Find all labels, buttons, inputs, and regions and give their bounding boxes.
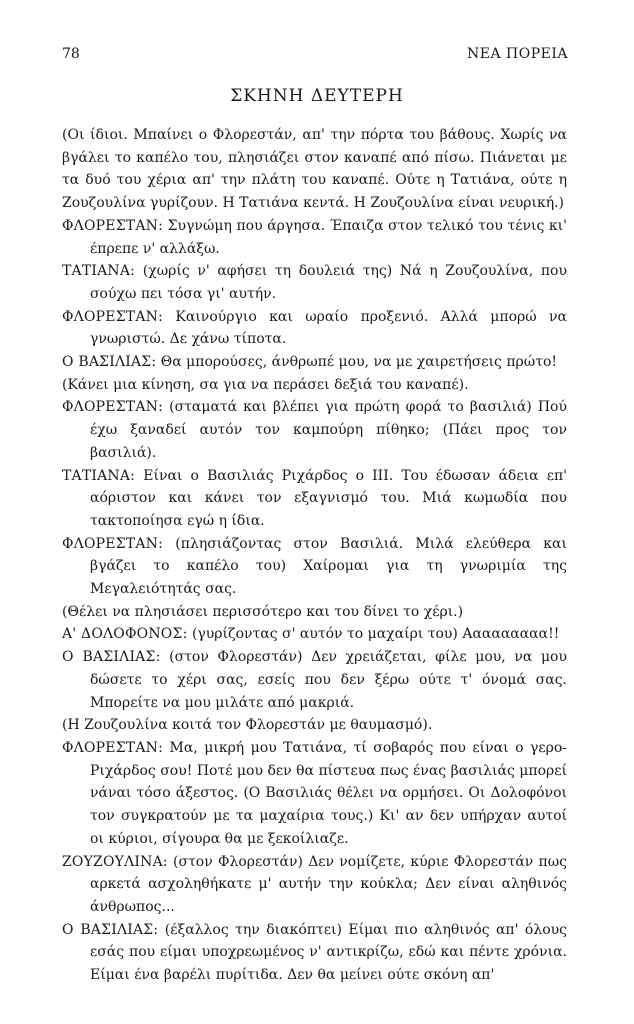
dialogue-text: Μα, μικρή μου Τατιάνα, τί σοβαρός που είναι ο γερο-Ριχάρδος σου! Ποτέ μου δεν θα πίστευα πως ένας βασιλιάς μπορεί νάναι τόσο άξεστος. (Ο Βασιλιάς θέλει να ορμήσει. Οι Δολοφόνοι τον συγκρατούν με τα μαχαίρια τους.) Κι' αν δεν υπήρχαν αυτοί οι κύριοι, σίγουρα θα με ξεκοίλιαζε. bbox=[90, 739, 567, 847]
dialogue-text: (στον Φλορεστάν) Δεν νομίζετε, κύριε Φλορεστάν πως αρκετά ασχοληθήκατε μ' αυτήν την κούκλα; Δεν είναι αληθινός άνθρωπος... bbox=[90, 853, 568, 915]
dialogue-line bbox=[62, 646, 567, 714]
direction-text: (Κάνει μια κίνηση, σα για να περάσει δεξιά του καναπέ). bbox=[62, 376, 469, 393]
dialogue-text: (στον Φλορεστάν) Δεν χρειάζεται, φίλε μου, να μου δώσετε το χέρι σας, εσείς που δεν ξέρω ούτε τ' όνομά σας. Μπορείτε να μου μιλάτε από μακριά. bbox=[90, 649, 567, 711]
direction-text: (Οι ίδιοι. Μπαίνει ο Φλορεστάν, απ' την πόρτα του βάθους. Χωρίς να βγάλει το καπέλο του, πλησιάζει στον καναπέ από πίσω. Πιάνεται με τα δυό του χέρια απ' την πλάτη του καναπέ. Ούτε η Τατιάνα, ούτε η Ζουζουλίνα γυρίζουν. Η Τατιάνα κεντά. Η Ζουζουλίνα είναι νευρική.) bbox=[62, 127, 567, 212]
dialogue-text: Καινούργιο και ωραίο προξενιό. Αλλά μπορώ να γνωριστώ. Δε χάνω τίποτα. bbox=[90, 308, 568, 348]
speaker-name: ΦΛΟΡΕΣΤΑΝ: bbox=[62, 535, 164, 552]
speaker-name: ΤΑΤΙΑΝΑ: bbox=[62, 263, 136, 280]
speaker-name: ΤΑΤΙΑΝΑ: bbox=[62, 467, 136, 484]
dialogue-line bbox=[62, 465, 567, 533]
scene-title: ΣΚΗΝΗ ΔΕΥΤΕΡΗ bbox=[230, 86, 404, 106]
speaker-name: ΦΛΟΡΕΣΤΑΝ: bbox=[62, 217, 164, 234]
speaker-name: ΦΛΟΡΕΣΤΑΝ: bbox=[62, 308, 164, 325]
stage-direction bbox=[62, 714, 567, 737]
dialogue-line bbox=[62, 396, 567, 464]
speaker-name: Α' ΔΟΛΟΦΟΝΟΣ: bbox=[62, 626, 188, 643]
dialogue-text: (έξαλλος την διακόπτει) Είμαι πιο αληθινός απ' όλους εσάς που είμαι υποχρεωμένος ν' αντικρίζω, εδώ και πέντε χρόνια. Είμαι ένα βαρέλι πυρίτιδα. Δεν θα μείνει ούτε σκόνη απ' bbox=[90, 921, 568, 984]
stage-direction bbox=[62, 374, 567, 397]
dialogue-line bbox=[62, 851, 567, 919]
dialogue-text: (σταματά και βλέπει για πρώτη φορά το βασιλιά) Πού έχω ξαναδεί αυτόν τον καμπούρη πίθηκο; (Πάει προς τον βασιλιά). bbox=[90, 399, 567, 461]
dialogue-line bbox=[62, 737, 567, 851]
dialogue-text: (χωρίς ν' αφήσει τη δουλειά της) Νά η Ζουζουλίνα, που σούχω πει τόσα γι' αυτήν. bbox=[90, 263, 567, 302]
play-text bbox=[62, 124, 567, 987]
stage-direction bbox=[62, 601, 567, 624]
page-number: 78 bbox=[62, 46, 80, 62]
speaker-name: Ο ΒΑΣΙΛΙΑΣ: bbox=[62, 649, 161, 666]
direction-text: (Θέλει να πλησιάσει περισσότερο και του δίνει το χέρι.) bbox=[62, 603, 464, 620]
dialogue-line bbox=[62, 260, 567, 305]
dialogue-text: Συγνώμη που άργησα. Έπαιζα στον τελικό του τένις κι' έπρεπε ν' αλλάξω. bbox=[90, 217, 567, 257]
dialogue-text: Είναι ο Βασιλιάς Ριχάρδος ο ΙΙΙ. Του έδωσαν άδεια επ' αόριστον και κάνει τον εξαγνισμό του. Μιά κωμωδία που τακτοποίησα εγώ η ίδια. bbox=[90, 467, 567, 529]
speaker-name: Ο ΒΑΣΙΛΙΑΣ: bbox=[62, 921, 159, 938]
speaker-name: Ο ΒΑΣΙΛΙΑΣ: bbox=[62, 354, 157, 371]
speaker-name: ΦΛΟΡΕΣΤΑΝ: bbox=[62, 739, 164, 756]
speaker-name: ΦΛΟΡΕΣΤΑΝ: bbox=[62, 399, 164, 416]
running-head: ΝΕΑ ΠΟΡΕΙΑ bbox=[467, 46, 568, 62]
dialogue-line bbox=[62, 623, 567, 646]
dialogue-line bbox=[62, 351, 567, 374]
stage-direction bbox=[62, 124, 567, 215]
dialogue-line bbox=[62, 919, 567, 987]
direction-text: (Η Ζουζουλίνα κοιτά τον Φλορεστάν με θαυμασμό). bbox=[62, 717, 433, 734]
dialogue-line bbox=[62, 215, 567, 260]
dialogue-line bbox=[62, 306, 567, 351]
dialogue-text: Θα μπορούσες, άνθρωπέ μου, να με χαιρετήσεις πρώτο! bbox=[160, 354, 557, 371]
dialogue-text: (γυρίζοντας σ' αυτόν το μαχαίρι του) Ααααααααα!! bbox=[191, 626, 560, 643]
dialogue-line bbox=[62, 533, 567, 601]
speaker-name: ΖΟΥΖΟΥΛΙΝΑ: bbox=[62, 853, 168, 870]
dialogue-text: (πλησιάζοντας στον Βασιλιά. Μιλά ελεύθερα και βγάζει το καπέλο του) Χαίρομαι για τη γνωριμία της Μεγαλειότητάς σας. bbox=[90, 535, 567, 598]
